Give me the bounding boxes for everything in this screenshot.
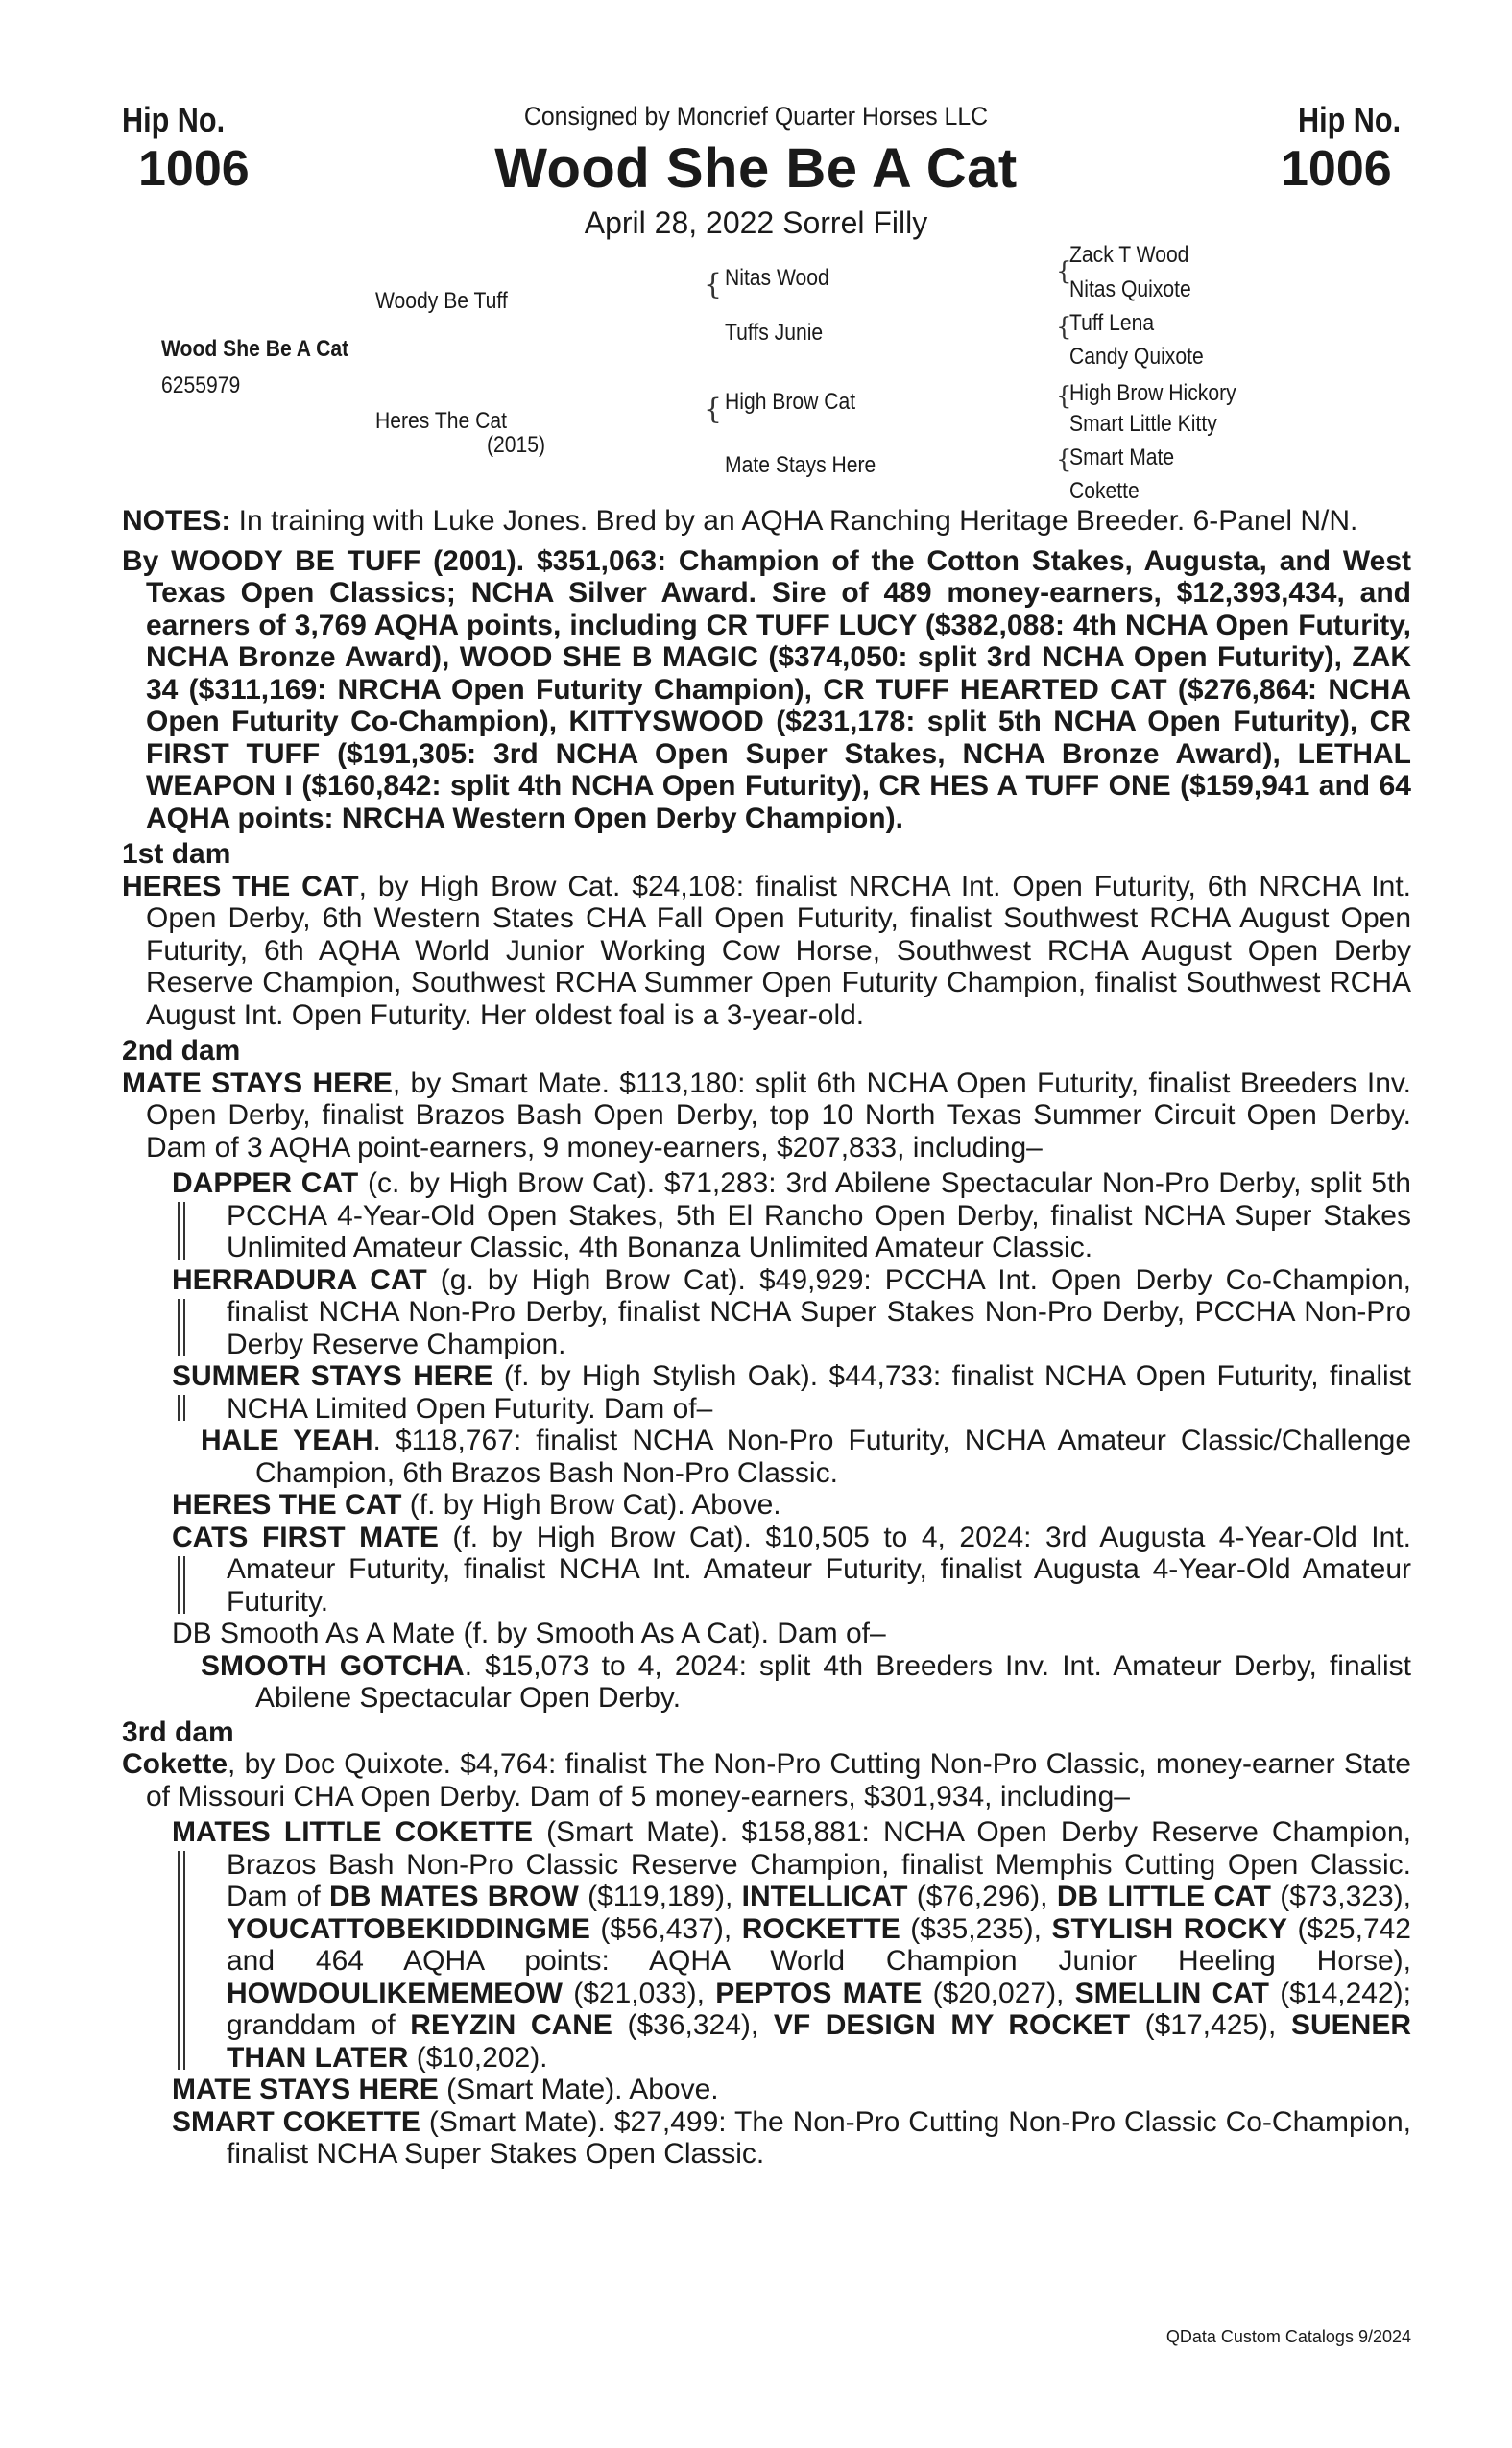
produce-name: SUMMER STAYS HERE bbox=[172, 1360, 493, 1392]
produce-entry bbox=[172, 1816, 1411, 2074]
foal-earnings: ($25,742 and 464 AQHA points: AQHA World Champion Junior Heeling Horse), bbox=[227, 1912, 1411, 1977]
brace-g4: { bbox=[1056, 445, 1072, 474]
foal-name: DB MATES BROW bbox=[329, 1881, 579, 1912]
produce-entry-second-generation bbox=[201, 1425, 1411, 1489]
produce-entry bbox=[172, 1360, 1411, 1425]
pedigree-g8: Cokette bbox=[1069, 478, 1140, 504]
foal-earnings: ($119,189), bbox=[578, 1881, 742, 1912]
second-dam-name: MATE STAYS HERE bbox=[122, 1067, 393, 1099]
produce-text: (Smart Mate). Above. bbox=[438, 2074, 719, 2105]
foal-earnings: ($17,425), bbox=[1130, 2009, 1291, 2041]
produce-name: DB Smooth As A Mate bbox=[172, 1618, 456, 1649]
foal-earnings: ($73,323), bbox=[1270, 1881, 1412, 1912]
foal-name: REYZIN CANE bbox=[410, 2009, 612, 2041]
third-dam-name: Cokette bbox=[122, 1748, 228, 1780]
pedigree-subject: Wood She Be A Cat bbox=[161, 336, 349, 362]
foal-earnings: ($14,242); granddam of bbox=[227, 1977, 1411, 2041]
produce-text: (Smart Mate). $158,881: NCHA Open Derby Reserve Champion, Brazos Bash Non-Pro Classic Reserve Champion, finalist Memphis Cutting Open Classic. Dam of bbox=[227, 1816, 1411, 1912]
hip-label-right: Hip No. bbox=[1298, 100, 1402, 139]
produce-text: (f. by High Brow Cat). $10,505 to 4, 2024: 3rd Augusta 4-Year-Old Int. Amateur Futurity, finalist NCHA Int. Amateur Futurity, finalist Augusta 4-Year-Old Amateur Futurity. bbox=[227, 1521, 1411, 1618]
pedigree-dam-sire: High Brow Cat bbox=[725, 389, 856, 415]
first-dam-text: , by High Brow Cat. $24,108: finalist NRCHA Int. Open Futurity, 6th NRCHA Int. Open Derby, 6th Western States CHA Fall Open Futurity, finalist Southwest RCHA August Open Futurity, 6th AQHA World Junior Working Cow Horse, Southwest RCHA August Open Derby Reserve Champion, Southwest RCHA Summer Open Futurity Champion, finalist Southwest RCHA August Int. Open Futurity. Her oldest foal is a 3-year-old. bbox=[146, 870, 1411, 1031]
foal-name: INTELLICAT bbox=[741, 1881, 908, 1912]
pedigree-registration: 6255979 bbox=[161, 372, 241, 398]
horse-name-title: Wood She Be A Cat bbox=[494, 137, 1018, 200]
produce-text: . $118,767: finalist NCHA Non-Pro Futurity, NCHA Amateur Classic/Challenge Champion, 6th Brazos Bash Non-Pro Classic. bbox=[255, 1425, 1411, 1489]
second-dam-paragraph bbox=[122, 1068, 1411, 1164]
third-dam-text: , by Doc Quixote. $4,764: finalist The Non-Pro Cutting Non-Pro Classic, money-earner State of Missouri CHA Open Derby. Dam of 5 money-earners, $301,934, including– bbox=[146, 1748, 1411, 1812]
foal-name: YOUCATTOBEKIDDINGME bbox=[227, 1912, 590, 1945]
second-dam-heading: 2nd dam bbox=[122, 1035, 241, 1067]
pedigree-g6: Smart Little Kitty bbox=[1069, 411, 1217, 437]
brace-g2: { bbox=[1056, 313, 1072, 342]
produce-name: CATS FIRST MATE bbox=[172, 1521, 439, 1553]
brace-dam: { bbox=[704, 393, 723, 426]
foal-name: ROCKETTE bbox=[741, 1912, 900, 1945]
produce-entry bbox=[172, 1618, 1411, 1650]
foal-name: VF DESIGN MY ROCKET bbox=[773, 2009, 1131, 2041]
produce-name: HERRADURA CAT bbox=[172, 1263, 427, 1296]
pedigree-g4: Candy Quixote bbox=[1069, 344, 1204, 370]
produce-text: . $15,073 to 4, 2024: split 4th Breeders Inv. Int. Amateur Derby, finalist Abilene Spectacular Open Derby. bbox=[255, 1649, 1411, 1714]
foaling-description: April 28, 2022 Sorrel Filly bbox=[584, 205, 928, 240]
pedigree-g5: High Brow Hickory bbox=[1069, 380, 1236, 406]
first-dam-name: HERES THE CAT bbox=[122, 870, 359, 902]
notes-text: In training with Luke Jones. Bred by an AQHA Ranching Heritage Breeder. 6-Panel N/N. bbox=[230, 505, 1358, 537]
produce-entry-second-generation bbox=[201, 1650, 1411, 1715]
third-dam-heading: 3rd dam bbox=[122, 1716, 234, 1748]
brace-sire: { bbox=[704, 268, 723, 301]
foal-earnings: ($20,027), bbox=[922, 1977, 1075, 2009]
produce-entry bbox=[172, 2074, 1411, 2106]
produce-name: DAPPER CAT bbox=[172, 1167, 359, 1199]
produce-name: MATES LITTLE COKETTE bbox=[172, 1816, 533, 1848]
brace-g1: { bbox=[1056, 257, 1072, 286]
pedigree-dam-dam: Mate Stays Here bbox=[725, 452, 876, 478]
produce-name: HALE YEAH bbox=[201, 1425, 373, 1456]
hip-label-left: Hip No. bbox=[122, 100, 226, 139]
pedigree-g3: Tuff Lena bbox=[1069, 310, 1155, 336]
foal-earnings: ($76,296), bbox=[907, 1881, 1057, 1912]
produce-entry bbox=[172, 1167, 1411, 1264]
second-dam-text: , by Smart Mate. $113,180: split 6th NCHA Open Futurity, finalist Breeders Inv. Open Derby, finalist Brazos Bash Open Derby, top 10 North Texas Summer Circuit Open Derby. Dam of 3 AQHA point-earners, 9 money-earners, $207,833, including– bbox=[146, 1067, 1412, 1164]
pedigree-g7: Smart Mate bbox=[1069, 444, 1175, 470]
pedigree-dam-year: (2015) bbox=[487, 432, 546, 458]
hip-number-right: 1006 bbox=[1281, 141, 1392, 197]
produce-name: HERES THE CAT bbox=[172, 1489, 402, 1521]
pedigree-sire: Woody Be Tuff bbox=[375, 288, 508, 314]
pedigree-dam: Heres The Cat bbox=[375, 408, 507, 434]
produce-entry bbox=[172, 2106, 1411, 2171]
foal-earnings: ($21,033), bbox=[562, 1977, 716, 2009]
produce-name: SMART COKETTE bbox=[172, 2105, 420, 2138]
third-dam-paragraph bbox=[122, 1748, 1411, 1812]
hip-number-left: 1006 bbox=[138, 141, 250, 197]
footer-credit: QData Custom Catalogs 9/2024 bbox=[1165, 2327, 1411, 2346]
produce-entry bbox=[172, 1264, 1411, 1361]
foal-earnings: ($10,202). bbox=[408, 2041, 548, 2074]
notes-paragraph bbox=[122, 505, 1411, 538]
produce-text: (g. by High Brow Cat). $49,929: PCCHA Int. Open Derby Co-Champion, finalist NCHA Non-Pro Derby, finalist NCHA Super Stakes Non-Pro Derby, PCCHA Non-Pro Derby Reserve Champion. bbox=[227, 1263, 1411, 1360]
produce-text: (f. by High Stylish Oak). $44,733: finalist NCHA Open Futurity, finalist NCHA Limited Open Futurity. Dam of– bbox=[227, 1360, 1411, 1425]
foal-name: HOWDOULIKEMEMEOW bbox=[227, 1977, 563, 2009]
produce-text: (f. by High Brow Cat). Above. bbox=[401, 1489, 781, 1521]
foal-earnings: ($36,324), bbox=[612, 2009, 774, 2041]
produce-text: (c. by High Brow Cat). $71,283: 3rd Abilene Spectacular Non-Pro Derby, split 5th PCCHA 4-Year-Old Open Stakes, 5th El Rancho Open Derby, finalist NCHA Super Stakes Unlimited Amateur Classic, 4th Bonanza Unlimited Amateur Classic. bbox=[227, 1167, 1411, 1263]
foal-name: DB LITTLE CAT bbox=[1056, 1881, 1271, 1912]
pedigree-sire-dam: Tuffs Junie bbox=[725, 320, 824, 346]
foal-name: STYLISH ROCKY bbox=[1051, 1912, 1288, 1945]
foal-earnings: ($56,437), bbox=[589, 1912, 742, 1945]
foal-name: SUENER THAN LATER bbox=[227, 2009, 1411, 2074]
produce-entry bbox=[172, 1489, 1411, 1522]
pedigree-g2: Nitas Quixote bbox=[1069, 276, 1191, 302]
produce-name: MATE STAYS HERE bbox=[172, 2074, 439, 2105]
pedigree-g1: Zack T Wood bbox=[1069, 242, 1189, 268]
notes-label: NOTES: bbox=[122, 505, 231, 537]
first-dam-heading: 1st dam bbox=[122, 838, 231, 870]
catalog-body bbox=[122, 505, 1411, 2171]
pedigree-sire-sire: Nitas Wood bbox=[725, 265, 829, 291]
produce-entry bbox=[172, 1522, 1411, 1619]
foal-earnings: ($35,235), bbox=[900, 1912, 1052, 1945]
produce-name: SMOOTH GOTCHA bbox=[201, 1649, 465, 1682]
produce-text: (Smart Mate). $27,499: The Non-Pro Cutting Non-Pro Classic Co-Champion, finalist NCHA Super Stakes Open Classic. bbox=[227, 2105, 1411, 2170]
produce-text: (f. by Smooth As A Cat). Dam of– bbox=[455, 1618, 886, 1649]
sire-paragraph: By WOODY BE TUFF (2001). $351,063: Champion of the Cotton Stakes, Augusta, and West Texas Open Classics; NCHA Silver Award. Sire of 489 money-earners, $12,393,434, and earners of 3,769 AQHA points, including CR TUFF LUCY ($382,088: 4th NCHA Open Futurity, NCHA Bronze Award), WOOD SHE B MAGIC ($374,050: split 3rd NCHA Open Futurity), ZAK 34 ($311,169: NRCHA Open Futurity Champion), CR TUFF HEARTED CAT ($276,864: NCHA Open Futurity Co-Champion), KITTYSWOOD ($231,178: split 5th NCHA Open Futurity), CR FIRST TUFF ($191,305: 3rd NCHA Open Super Stakes, NCHA Bronze Award), LETHAL WEAPON I ($160,842: split 4th NCHA Open Futurity), CR HES A TUFF ONE ($159,941 and 64 AQHA points: NRCHA Western Open Derby Champion). bbox=[122, 544, 1411, 834]
foal-name: SMELLIN CAT bbox=[1074, 1977, 1269, 2009]
consignor: Consigned by Moncrief Quarter Horses LLC bbox=[523, 102, 989, 131]
first-dam-paragraph bbox=[122, 871, 1411, 1032]
foal-name: PEPTOS MATE bbox=[715, 1977, 923, 2009]
brace-g3: { bbox=[1056, 382, 1072, 411]
